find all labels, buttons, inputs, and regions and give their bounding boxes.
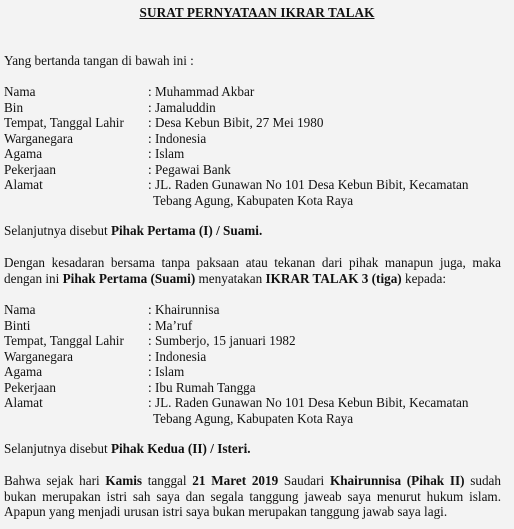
field-value: : Islam [148,146,185,161]
field-label: Bin [4,99,24,115]
field-value: : Muhammad Akbar [148,84,255,99]
field-label: Nama [4,302,36,317]
decl-text: dengan ini [4,270,63,286]
field-label: Tempat, Tanggal Lahir [4,115,124,130]
designation-prefix: Selanjutnya disebut [4,441,111,456]
field-label: Agama [4,364,43,379]
field-value: : Islam [148,364,185,379]
field-value: : Khairunnisa [148,302,220,317]
decl-bold: Pihak Pertama (Suami) [62,270,196,286]
field-value: : JL. Raden Gunawan No 101 Desa Kebun Bibit, Kecamatan [148,177,469,192]
field-label: Pekerjaan [4,379,56,395]
field-value: : Desa Kebun Bibit, 27 Mei 1980 [148,115,324,130]
closing-line-2: bukan merupakan istri sah saya dan segala tanggung jaweab saya menurut hukum islam. [4,488,501,504]
field-value: : Sumberjo, 15 januari 1982 [148,333,296,348]
decl-text: menyatakan [195,270,266,286]
field-label: Alamat [4,177,43,192]
closing-text: tanggal [142,473,193,488]
closing-bold: Kamis [105,473,143,488]
closing-line-1 [4,473,501,489]
intro-text: Yang bertanda tangan di bawah ini : [4,53,194,68]
closing-bold: 21 Maret 2019 [192,473,279,488]
field-value: : Indonesia [148,348,207,364]
closing-text: Bahwa sejak hari [4,473,106,488]
decl-text: kepada: [401,270,446,286]
field-value: : Ma’ruf [148,317,193,333]
decl-bold: IKRAR TALAK 3 (tiga) [265,270,402,286]
field-value: : Pegawai Bank [148,161,231,177]
field-label: Binti [4,317,31,333]
designation-prefix: Selanjutnya disebut [4,223,111,238]
second-party-designation [4,441,251,457]
second-party-address-continuation: Tebang Agung, Kabupaten Kota Raya [153,410,354,426]
field-label: Pekerjaan [4,161,56,177]
designation-bold: Pihak Pertama (I) / Suami. [110,223,263,238]
field-value: : Jamaluddin [148,99,216,115]
closing-bold: Khairunnisa (Pihak II) [329,473,465,488]
field-value: : Ibu Rumah Tangga [148,379,256,395]
field-value: : Indonesia [148,130,207,146]
closing-line-3: Apapun yang menjadi urusan istri saya bukan merupakan tanggung jawab saya lagi. [4,504,448,519]
field-value: : JL. Raden Gunawan No 101 Desa Kebun Bibit, Kecamatan [148,395,469,410]
field-label: Nama [4,84,36,99]
document-title: SURAT PERNYATAAN IKRAR TALAK [139,5,375,20]
closing-text: sudah [464,473,502,488]
designation-bold: Pihak Kedua (II) / Isteri. [110,441,251,456]
field-label: Warganegara [4,348,73,364]
closing-text: Saudari [278,473,330,488]
declaration-line-2 [4,271,446,287]
field-label: Tempat, Tanggal Lahir [4,333,124,348]
first-party-address-continuation: Tebang Agung, Kabupaten Kota Raya [153,192,354,208]
first-party-designation [4,223,262,239]
field-label: Alamat [4,395,43,410]
field-label: Warganegara [4,130,73,146]
declaration-line-1: Dengan kesadaran bersama tanpa paksaan atau tekanan dari pihak manapun juga, maka [4,255,501,270]
field-label: Agama [4,146,43,161]
